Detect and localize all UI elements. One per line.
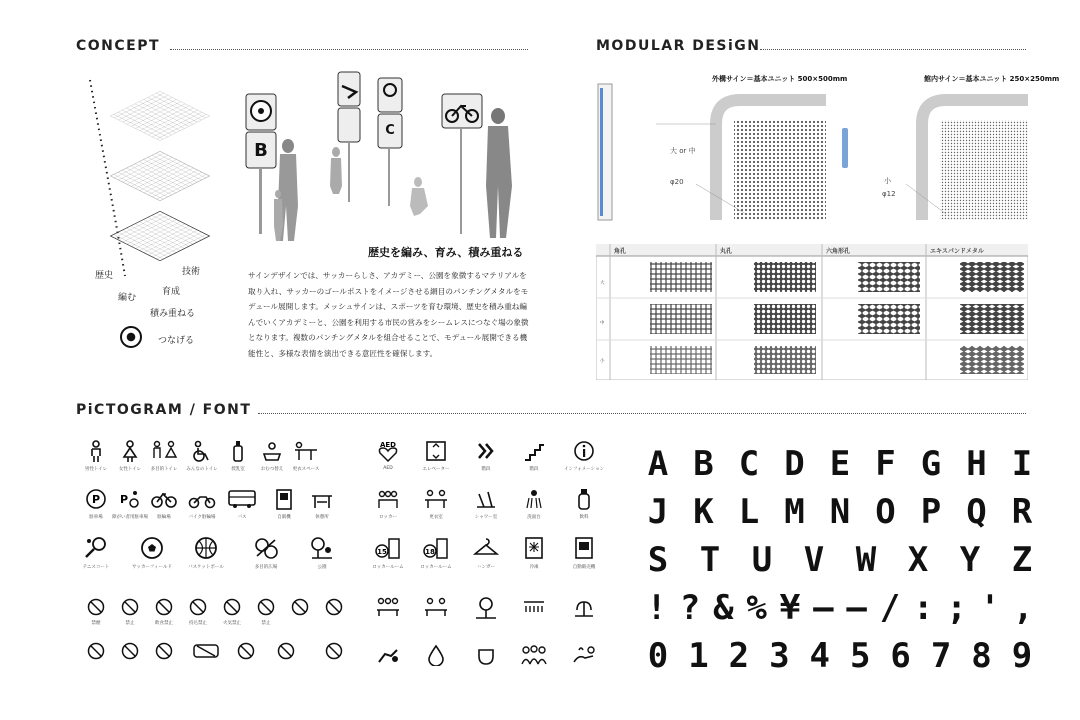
stencil-glyph: C: [738, 444, 760, 484]
stencil-glyph: —: [813, 588, 834, 628]
stencil-glyph: 7: [930, 636, 952, 676]
stencil-glyph: B: [693, 444, 714, 484]
shower-icon: 洗面台: [514, 488, 554, 520]
stencil-glyph: I: [1011, 444, 1033, 484]
stencil-row-3: [640, 536, 1040, 584]
vending-machine-icon: 自販機: [264, 488, 304, 520]
material-table: [596, 244, 1028, 380]
locker-room-18-icon: 18 ロッカールーム: [416, 536, 456, 570]
stencil-glyph: ;: [946, 588, 967, 628]
bus-icon: バス: [222, 488, 262, 520]
stencil-row-5: [640, 632, 1040, 680]
modular-title: MODULAR DESiGN: [596, 38, 761, 54]
bicycle-icon: 駐輪場: [144, 488, 184, 520]
concept-heading: 歴史を編み、育み、積み重ねる: [368, 246, 524, 259]
svg-text:15: 15: [377, 548, 387, 556]
meeting-room-icon: 更衣室: [416, 488, 456, 520]
changing-room-icon: 更衣スペース: [286, 440, 326, 472]
stencil-glyph: G: [920, 444, 942, 484]
stencil-glyph: ': [979, 588, 1001, 628]
stencil-glyph: T: [699, 540, 721, 580]
stairs-up-icon: 階段: [466, 440, 506, 472]
motorbike-icon: バイク駐輪場: [182, 488, 222, 520]
prohibited-icon-4: [314, 598, 354, 616]
svg-text:18: 18: [425, 548, 435, 556]
stencil-glyph: J: [647, 492, 669, 532]
multipurpose-field-icon: 多目的広場: [246, 536, 286, 570]
stencil-glyph: K: [693, 492, 714, 532]
stencil-glyph: –: [846, 588, 867, 628]
signage-illustration: [228, 66, 528, 246]
stencil-font-specimen: [640, 440, 1040, 680]
prohibited-icon-2: 禁止: [246, 598, 286, 626]
table-header-square: 角孔: [614, 248, 627, 255]
stencil-glyph: 1: [688, 636, 709, 676]
toilet-seat-icon: [466, 644, 506, 666]
pictogram-grid: [76, 440, 608, 690]
diaper-change-icon: おむつ替え: [252, 440, 292, 472]
elevator-icon: エレベーター: [416, 440, 456, 472]
stencil-glyph: 3: [769, 636, 790, 676]
information-icon: インフォメーション: [564, 440, 604, 472]
outdoor-size-note: 大 or 中: [670, 147, 696, 155]
stencil-glyph: ,: [1013, 588, 1034, 628]
stencil-glyph: 2: [728, 636, 750, 676]
hanger-icon: ハンガー: [466, 536, 506, 570]
label-history: 歴史: [95, 271, 114, 281]
stencil-glyph: H: [966, 444, 987, 484]
sign-c-text: C: [385, 123, 395, 138]
nursing-icon: 授乳室: [218, 440, 258, 472]
park-icon: 公園: [302, 536, 342, 570]
outdoor-hole-size: φ20: [670, 178, 684, 186]
stencil-glyph: V: [803, 540, 825, 580]
rest-area-icon: 休憩所: [302, 488, 342, 520]
stencil-glyph: 4: [809, 636, 830, 676]
table-header-hex: 六角形孔: [826, 248, 851, 255]
stencil-glyph: P: [920, 492, 942, 532]
stencil-glyph: S: [647, 540, 669, 580]
indoor-size-note: 小: [884, 177, 891, 185]
stencil-glyph: ?: [679, 588, 701, 628]
stairs-icon: 階段: [514, 440, 554, 472]
cafe-icon: シャワー室: [466, 488, 506, 520]
stencil-glyph: 0: [647, 636, 669, 676]
table-header-expanded: エキスパンドメタル: [930, 248, 984, 255]
indoor-unit-title: 館内サイン＝基本ユニット 250×250mm: [924, 75, 1060, 83]
accessible-toilet-icon: みんなのトイレ: [182, 440, 222, 472]
modular-diagram-top: [596, 64, 1036, 224]
stencil-glyph: A: [647, 444, 669, 484]
picto-title: PiCTOGRAM / FONT: [76, 402, 252, 418]
stencil-glyph: &: [713, 588, 734, 628]
concept-body: サインデザインでは、サッカーらしさ、アカデミー、公園を象徴するマテリアルを取り入れ、サッカーのゴールポストをイメージさせる網目のパンチングメタルをモデュール展開します。メッシュサインは、スポーツを育む環境、歴史を積み重ね編んでいくアカデミーと、公園を利用する市民の営みをシームレスにつなぐ場の象徴となります。複数のパンチングメタルを組合せることで、モデュール展開できる機能性と、多様な表情を演出できる意匠性を確保します。: [248, 271, 529, 358]
stencil-glyph: ¥: [779, 588, 801, 628]
male-toilet-icon: 男性トイレ: [76, 440, 116, 472]
no-carry-icon: 持込禁止: [178, 598, 218, 626]
prohibited-icon-1: 禁止: [110, 598, 150, 626]
ticket-machine-icon: 自動販売機: [564, 536, 604, 570]
stencil-row-1: [640, 440, 1040, 488]
sign-b-text: B: [254, 140, 268, 161]
table-row-small: 小: [600, 359, 605, 364]
fountain-icon: [564, 596, 604, 620]
soccer-icon: サッカーフィールド: [132, 536, 172, 570]
no-smoking-icon: 禁煙: [76, 598, 116, 626]
label-stack: 積み重ねる: [150, 309, 196, 319]
no-skate-icon: [314, 642, 354, 660]
freezer-icon: 冷凍: [514, 536, 554, 570]
stencil-glyph: Z: [1011, 540, 1033, 580]
female-toilet-icon: 女性トイレ: [110, 440, 150, 472]
stencil-glyph: R: [1011, 492, 1033, 532]
hand-wash-icon: [564, 644, 604, 666]
stencil-glyph: L: [738, 492, 760, 532]
soccer-ball-icon: [120, 326, 142, 348]
stencil-glyph: M: [784, 492, 805, 532]
bench-group-icon: [368, 596, 408, 618]
locker-room-15-icon: 15 ロッカールーム: [368, 536, 408, 570]
family-toilet-icon: 多目的トイレ: [144, 440, 184, 472]
stencil-glyph: U: [751, 540, 773, 580]
aed-icon: AED AED: [379, 441, 397, 471]
table-header-round: 丸孔: [720, 248, 733, 255]
no-entry-icon: [144, 642, 184, 660]
stencil-row-2: [640, 488, 1040, 536]
svg-text:P: P: [119, 493, 129, 506]
indoor-hole-size: φ12: [882, 190, 896, 198]
concept-title: CONCEPT: [76, 38, 161, 54]
water-drop-icon: [416, 644, 456, 666]
stencil-glyph: /: [879, 588, 901, 628]
concept-divider: [170, 49, 528, 50]
stencil-glyph: %: [746, 588, 767, 628]
table-row-large: 大: [600, 281, 605, 286]
crowd-icon: [514, 644, 554, 666]
stencil-glyph: X: [907, 540, 929, 580]
stencil-glyph: !: [646, 588, 667, 628]
stencil-glyph: F: [875, 444, 896, 484]
stencil-glyph: N: [829, 492, 851, 532]
label-grow: 育成: [162, 287, 181, 297]
accessible-parking-icon: P 障がい者用駐車場: [112, 493, 148, 520]
stencil-glyph: O: [875, 492, 896, 532]
no-pets-icon: [226, 642, 266, 660]
artificial-turf-icon: [514, 596, 554, 620]
tree-icon: [466, 596, 506, 620]
lockers-group-icon: ロッカー: [368, 488, 408, 520]
stencil-glyph: W: [855, 540, 877, 580]
stencil-glyph: Q: [966, 492, 987, 532]
no-vehicle-icon: [186, 642, 226, 660]
stencil-glyph: 9: [1011, 636, 1033, 676]
basketball-icon: バスケットボール: [186, 536, 226, 570]
stencil-glyph: D: [784, 444, 805, 484]
stencil-glyph: :: [913, 588, 934, 628]
label-skill: 技術: [182, 267, 201, 277]
walking-course-icon: [368, 644, 408, 666]
stencil-glyph: 6: [890, 636, 911, 676]
picto-divider: [258, 413, 1026, 414]
stencil-glyph: E: [829, 444, 851, 484]
stencil-glyph: 8: [971, 636, 992, 676]
audience-icon: [416, 596, 456, 618]
no-ball-icon: [266, 642, 306, 660]
stencil-glyph: 5: [849, 636, 871, 676]
stencil-glyph: Y: [959, 540, 981, 580]
no-fire-icon: 火気禁止: [212, 598, 252, 626]
label-knit: 編む: [118, 293, 137, 303]
no-food-icon: 飲食禁止: [144, 598, 184, 626]
table-row-medium: 中: [600, 321, 605, 326]
svg-text:P: P: [91, 493, 101, 506]
tennis-icon: テニスコート: [76, 536, 116, 570]
stencil-row-4: [640, 584, 1040, 632]
outdoor-unit-title: 外構サイン＝基本ユニット 500×500mm: [712, 75, 848, 83]
label-connect: つなげる: [158, 336, 195, 346]
parking-icon: P 駐車場: [76, 488, 116, 520]
modular-divider: [760, 49, 1026, 50]
svg-text:AED: AED: [379, 441, 397, 449]
drink-bottle-icon: 飲料: [564, 488, 604, 520]
